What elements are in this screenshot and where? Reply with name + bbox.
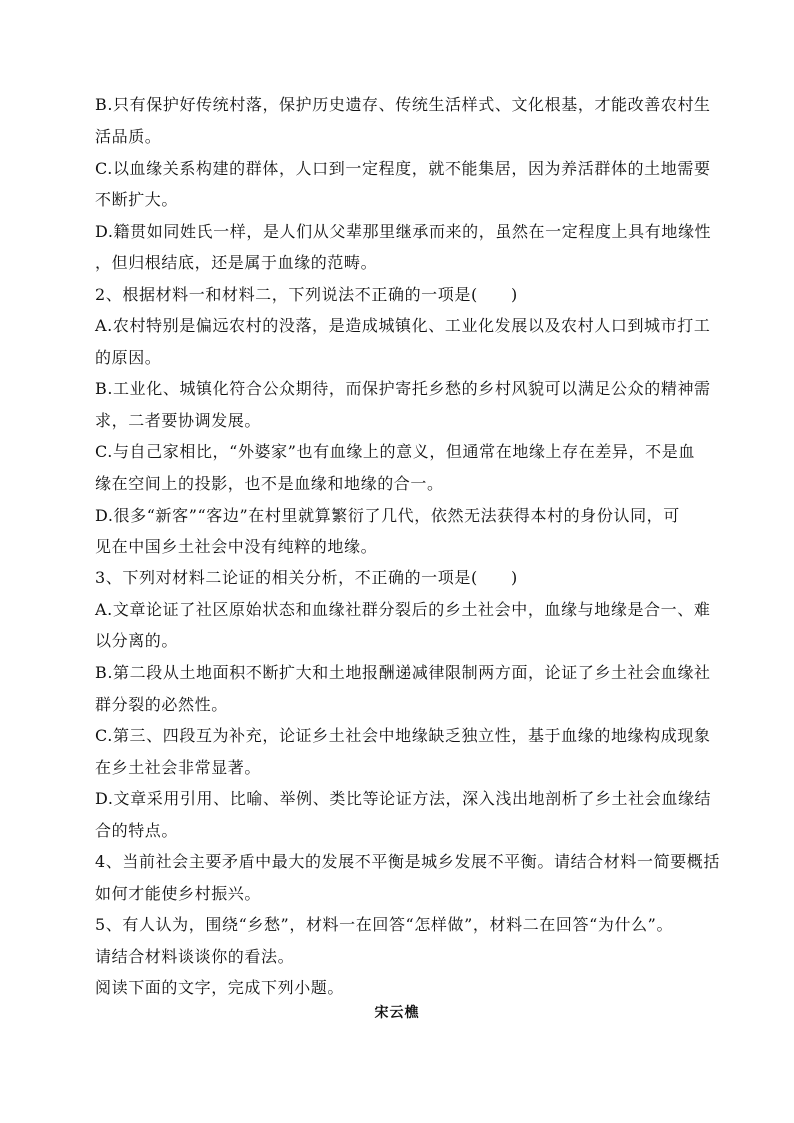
text-line: C.与自己家相比，“外婆家”也有血缘上的意义，但通常在地缘上存在差异，不是血 <box>95 442 695 461</box>
reading-instruction: 阅读下面的文字，完成下列小题。 <box>95 978 345 997</box>
text-line: 活品质。 <box>95 127 162 146</box>
text-line: A.农村特别是偏远农村的没落，是造成城镇化、工业化发展以及农村人口到城市打工 <box>95 316 711 335</box>
question-2: 2、根据材料一和材料二，下列说法不正确的一项是( ) <box>95 285 518 304</box>
text-line: 请结合材料谈谈你的看法。 <box>95 947 295 966</box>
text-line: D.籍贯如同姓氏一样，是人们从父辈那里继承而来的，虽然在一定程度上具有地缘性 <box>95 222 712 241</box>
text-line: C.以血缘关系构建的群体，人口到一定程度，就不能集居，因为养活群体的土地需要 <box>95 159 711 178</box>
text-line: 以分离的。 <box>95 631 179 650</box>
question-4: 4、当前社会主要矛盾中最大的发展不平衡是城乡发展不平衡。请结合材料一简要概括 <box>95 852 720 871</box>
text-line: 的原因。 <box>95 348 162 367</box>
text-line: 求，二者要协调发展。 <box>95 411 262 430</box>
question-3: 3、下列对材料二论证的相关分析，不正确的一项是( ) <box>95 568 518 587</box>
text-line: 合的特点。 <box>95 821 179 840</box>
text-line: A.文章论证了社区原始状态和血缘社群分裂后的乡土社会中，血缘与地缘是合一、难 <box>95 600 711 619</box>
text-line: B.只有保护好传统村落，保护历史遗存、传统生活样式、文化根基，才能改善农村生 <box>95 95 711 114</box>
text-line: B.工业化、城镇化符合公众期待，而保护寄托乡愁的乡村风貌可以满足公众的精神需 <box>95 379 711 398</box>
section-title: 宋云樵 <box>374 1005 420 1021</box>
text-line: D.很多“新客”“客边”在村里就算繁衍了几代，依然无法获得本村的身份认同，可 <box>95 506 680 525</box>
text-line: 缘在空间上的投影，也不是血缘和地缘的合一。 <box>95 474 444 493</box>
text-line: 群分裂的必然性。 <box>95 695 228 714</box>
text-line: C.第三、四段互为补充，论证乡土社会中地缘缺乏独立性，基于血缘的地缘构成现象 <box>95 726 711 745</box>
text-line: D.文章采用引用、比喻、举例、类比等论证方法，深入浅出地剖析了乡土社会血缘结 <box>95 789 712 808</box>
text-line: 在乡土社会非常显著。 <box>95 758 262 777</box>
text-line: B.第二段从土地面积不断扩大和土地报酬递减律限制两方面，论证了乡土社会血缘社 <box>95 663 711 682</box>
text-line: ，但归根结底，还是属于血缘的范畴。 <box>95 253 378 272</box>
text-line: 不断扩大。 <box>95 190 179 209</box>
text-line: 如何才能使乡村振兴。 <box>95 884 262 903</box>
question-5: 5、有人认为，围绕“乡愁”，材料一在回答“怎样做”，材料二在回答“为什么”。 <box>95 915 674 934</box>
text-line: 见在中国乡土社会中没有纯粹的地缘。 <box>95 537 378 556</box>
